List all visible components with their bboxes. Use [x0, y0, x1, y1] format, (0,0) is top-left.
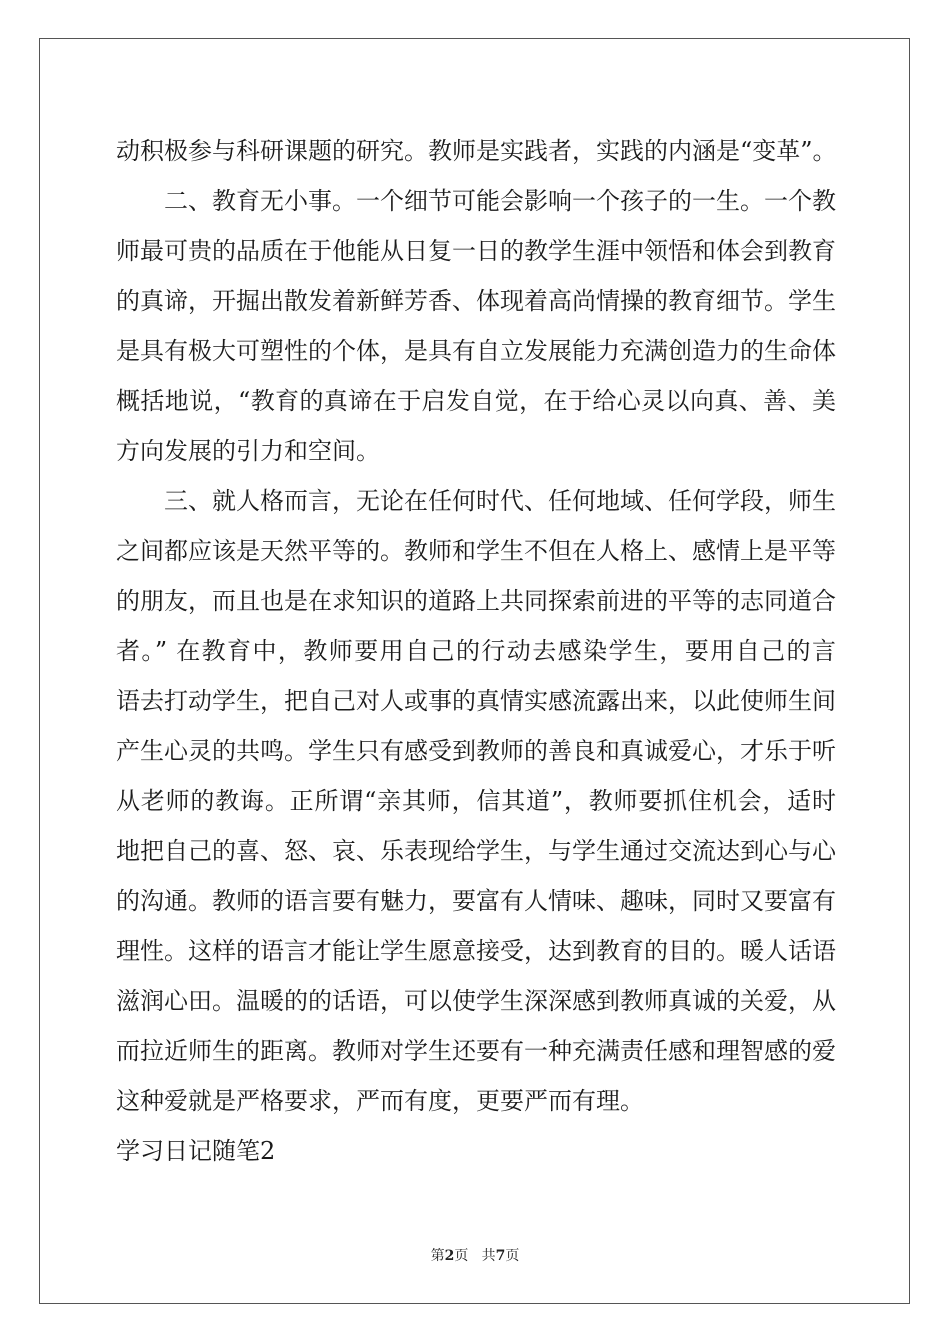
text-line: 的真谛，开掘出散发着新鲜芳香、体现着高尚情操的教育细节。学生 [116, 287, 836, 315]
text-line: 概括地说，“教育的真谛在于启发自觉，在于给心灵以向真、善、美 [116, 387, 836, 415]
text-line: 师最可贵的品质在于他能从日复一日的教学生涯中领悟和体会到教育 [116, 237, 836, 265]
text-line: 方向发展的引力和空间。 [116, 437, 380, 465]
page-footer [0, 1246, 950, 1266]
text-line: 从老师的教诲。正所谓“亲其师，信其道”，教师要抓住机会，适时 [116, 787, 836, 815]
footer-prefix: 第 [430, 1248, 445, 1264]
text-line: 者。” 在教育中，教师要用自己的行动去感染学生，要用自己的言 [116, 637, 836, 665]
footer-total-prefix: 共 [481, 1248, 496, 1264]
text-line: 这种爱就是严格要求，严而有度，更要严而有理。 [116, 1087, 644, 1115]
text-line: 是具有极大可塑性的个体，是具有自立发展能力充满创造力的生命体 [116, 337, 836, 365]
text-line: 之间都应该是天然平等的。教师和学生不但在人格上、感情上是平等 [116, 537, 836, 565]
section-heading: 学习日记随笔2 [116, 1137, 276, 1165]
footer-page-suffix: 页 [454, 1248, 469, 1264]
document-body [116, 126, 836, 1176]
text-line: 语去打动学生，把自己对人或事的真情实感流露出来，以此使师生间 [116, 687, 836, 715]
text-line: 滋润心田。温暖的的话语，可以使学生深深感到教师真诚的关爱，从 [116, 987, 836, 1015]
text-line: 动积极参与科研课题的研究。教师是实践者，实践的内涵是“变革”。 [116, 137, 837, 165]
text-line: 而拉近师生的距离。教师对学生还要有一种充满责任感和理智感的爱 [116, 1037, 836, 1065]
current-page-number: 2 [444, 1248, 455, 1264]
text-line: 的沟通。教师的语言要有魅力，要富有人情味、趣味，同时又要富有 [116, 887, 836, 915]
text-line: 地把自己的喜、怒、哀、乐表现给学生，与学生通过交流达到心与心 [116, 837, 836, 865]
text-line: 的朋友，而且也是在求知识的道路上共同探索前进的平等的志同道合 [116, 587, 836, 615]
footer-total-suffix: 页 [505, 1248, 520, 1264]
paragraph-start-line: 三、就人格而言，无论在任何时代、任何地域、任何学段，师生 [164, 487, 836, 515]
text-line: 产生心灵的共鸣。学生只有感受到教师的善良和真诚爱心，才乐于听 [116, 737, 836, 765]
text-line: 理性。这样的语言才能让学生愿意接受，达到教育的目的。暖人话语 [116, 937, 836, 965]
paragraph-start-line: 二、教育无小事。一个细节可能会影响一个孩子的一生。一个教 [164, 187, 836, 215]
total-page-count: 7 [495, 1248, 506, 1264]
